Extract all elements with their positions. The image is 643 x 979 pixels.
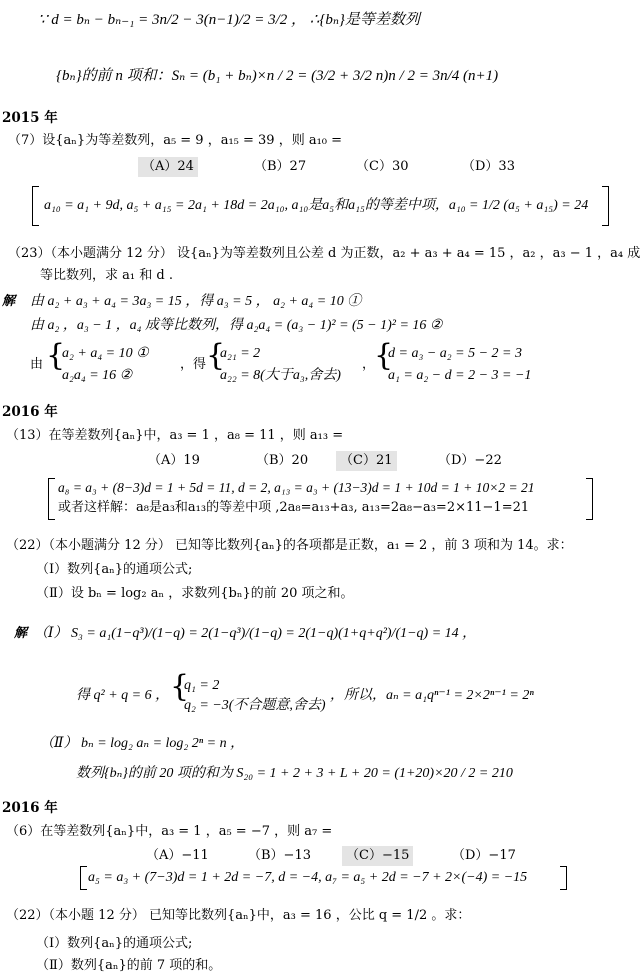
question-22-solution-1: （Ⅰ） S₃ = a₁(1−q³)/(1−q) = 2(1−q³)/(1−q) = 2(1−q)(1+q+q²)/(1−q) = 14 ， [34, 626, 477, 641]
roots-eq-2: q₂ = −3(不合题意,舍去) [184, 698, 326, 713]
question-13-option-b: （B）20 [256, 453, 309, 468]
question-23-stem: （23）（本小题满分 12 分） 设{aₙ}为等差数列且公差 d 为正数，a₂ + a₃ + a₄ = 15 ，a₂ ，a₃ − 1 ，a₄ 成 [8, 246, 641, 261]
system-1-eq-2: a₂a₄ = 16 ② [62, 368, 133, 383]
solution-label: 解 [14, 626, 28, 641]
system-3-eq-2: a₁ = a₂ − d = 2 − 3 = −1 [388, 368, 532, 383]
left-bracket [80, 866, 87, 890]
question-7-stem: （7）设{aₙ}为等差数列，a₅ = 9 ，a₁₅ = 39 ，则 a₁₀ = [8, 133, 343, 148]
question-7-solution: a₁₀ = a₁ + 9d, a₅ + a₁₅ = 2a₁ + 18d = 2a₁₀, a₁₀是a₅和a₁₅的等差中项，a₁₀ = 1/2 (a₅ + a₁₅) = 24 [44, 198, 589, 213]
question-23-step-3-prefix: 由 [30, 357, 44, 372]
question-6-option-c: （C）−15 [342, 846, 413, 866]
system-1-eq-1: a₂ + a₄ = 10 ① [62, 346, 149, 361]
question-7-option-c: （C）30 [356, 159, 409, 174]
question-22b-stem: （22）（本小题 12 分） 已知等比数列{aₙ}中，a₃ = 16 ，公比 q = 1/2 。求： [6, 908, 471, 923]
roots-eq-1: q₁ = 2 [184, 678, 220, 693]
question-7-option-b: （B）27 [254, 159, 307, 174]
separator-comma: ， [362, 357, 376, 372]
question-6-stem: （6）在等差数列{aₙ}中，a₃ = 1 ，a₅ = −7 ，则 a₇ = [6, 824, 333, 839]
question-6-option-b: （B）−13 [248, 848, 311, 863]
system-2-eq-1: a₂₁ = 2 [220, 346, 261, 361]
formula-line-1: ∵ d = bₙ − bₙ₋₁ = 3n/2 − 3(n−1)/2 = 3/2 ， ∴{bₙ}是等差数列 [38, 12, 420, 28]
question-22-stem: （22）（本小题满分 12 分） 已知等比数列{aₙ}的各项都是正数，a₁ = 2 ，前 3 项和为 14。求： [6, 538, 573, 553]
question-13-option-d: （D）−22 [438, 453, 502, 468]
question-22b-part-2: （Ⅱ）数列{aₙ}的前 7 项的和。 [36, 958, 222, 973]
system-2-eq-2: a₂₂ = 8(大于a₃,舍去) [220, 368, 341, 383]
question-22-solution-4: 数列{bₙ}的前 20 项的和为 S₂₀ = 1 + 2 + 3 + L + 20 = (1+20)×20 / 2 = 210 [76, 766, 513, 781]
solution-label: 解 [2, 294, 16, 309]
year-heading-2016: 2016 年 [2, 404, 58, 420]
question-23-step-2: 由 a₂ ，a₃ − 1 ，a₄ 成等比数列，得 a₂a₄ = (a₃ − 1)² = (5 − 1)² = 16 ② [30, 318, 443, 333]
brace-icon: { [170, 669, 190, 704]
right-bracket [586, 478, 593, 520]
question-23-step-3-mid: ，得 [180, 357, 207, 372]
formula-line-2: {bₙ}的前 n 项和：Sₙ = (b₁ + bₙ)×n / 2 = (3/2 + 3/2 n)n / 2 = 3n/4 (n+1) [56, 68, 499, 84]
question-7-option-a: （A）24 [138, 157, 198, 177]
question-6-option-a: （A）−11 [146, 848, 209, 863]
question-13-solution-1: a₈ = a₃ + (8−3)d = 1 + 5d = 11, d = 2, a₁₃ = a₃ + (13−3)d = 1 + 10d = 1 + 10×2 = 21 [58, 480, 535, 495]
question-23-step-1: 由 a₂ + a₃ + a₄ = 3a₃ = 15 ，得 a₃ = 5 ， a₂ + a₄ = 10 ① [30, 294, 362, 309]
question-7-option-d: （D）33 [462, 159, 515, 174]
question-22b-part-1: （Ⅰ）数列{aₙ}的通项公式; [36, 936, 193, 951]
right-bracket [560, 866, 567, 890]
question-22-solution-2a: 得 q² + q = 6 ， [76, 688, 170, 703]
left-bracket [48, 478, 55, 520]
question-13-stem: （13）在等差数列{aₙ}中，a₃ = 1 ，a₈ = 11 ，则 a₁₃ = [6, 428, 344, 443]
question-22-solution-3: （Ⅱ） bₙ = log₂ aₙ = log₂ 2ⁿ = n ， [40, 736, 245, 751]
system-3-eq-1: d = a₃ − a₂ = 5 − 2 = 3 [388, 346, 522, 361]
year-heading-2016-second: 2016 年 [2, 800, 58, 816]
question-6-option-d: （D）−17 [452, 848, 516, 863]
year-heading-2015: 2015 年 [2, 110, 58, 126]
question-23-stem-cont: 等比数列，求 a₁ 和 d . [40, 268, 173, 283]
brace-icon: { [46, 338, 66, 373]
question-22-part-1: （Ⅰ）数列{aₙ}的通项公式; [36, 562, 193, 577]
question-13-option-c: （C）21 [336, 451, 397, 471]
question-13-option-a: （A）19 [148, 453, 200, 468]
question-6-solution: a₅ = a₃ + (7−3)d = 1 + 2d = −7, d = −4, a₇ = a₅ + 2d = −7 + 2×(−4) = −15 [88, 870, 528, 885]
left-bracket [32, 186, 39, 226]
brace-icon: { [206, 338, 226, 373]
question-13-solution-2: 或者这样解：a₈是a₃和a₁₃的等差中项 ,2a₈=a₁₃+a₃, a₁₃=2a₈−a₃=2×11−1=21 [58, 500, 530, 515]
question-22-part-2: （Ⅱ）设 bₙ = log₂ aₙ ，求数列{bₙ}的前 20 项之和。 [36, 586, 354, 601]
right-bracket [602, 186, 609, 226]
question-22-solution-2b: ，所以，aₙ = a₁qⁿ⁻¹ = 2×2ⁿ⁻¹ = 2ⁿ [330, 688, 534, 703]
brace-icon: { [374, 338, 394, 373]
